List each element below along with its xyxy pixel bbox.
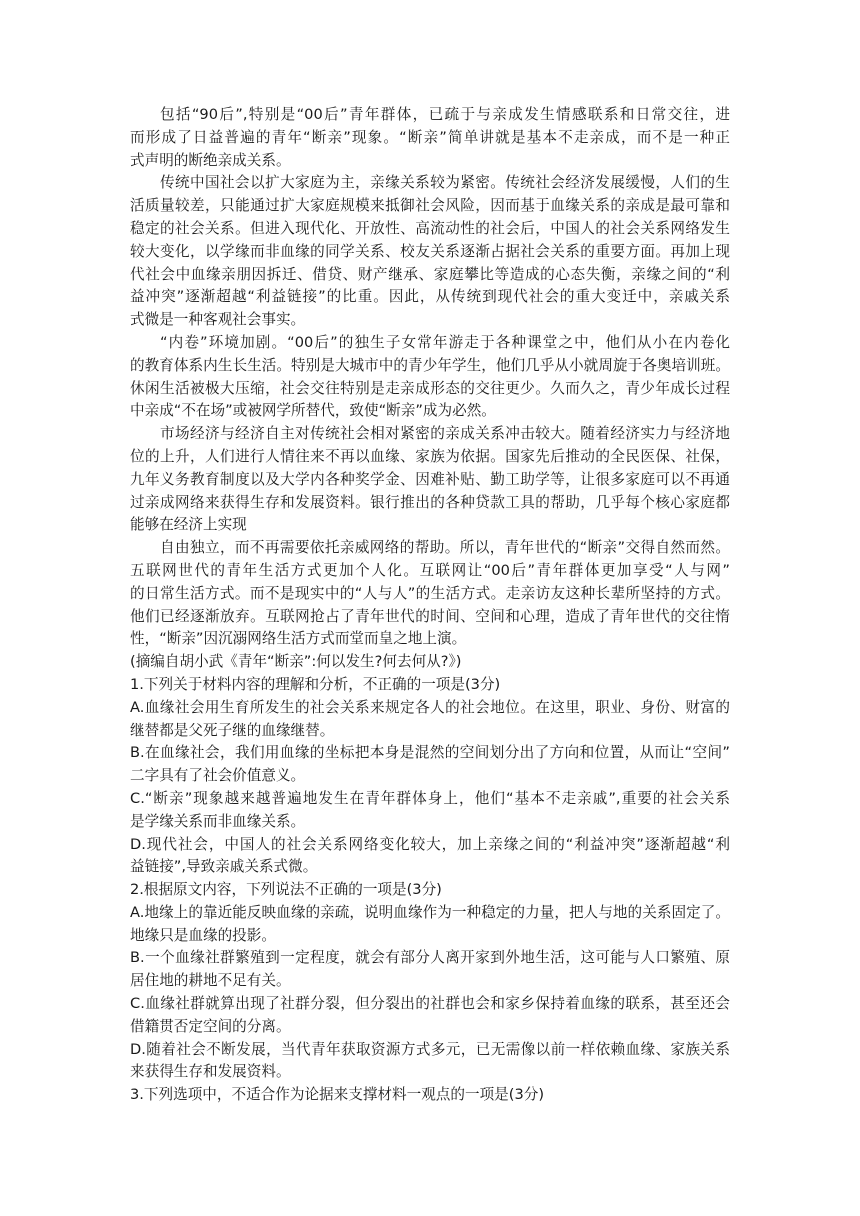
text-line: 代社会中血缘亲朋因拆迁、借贷、财产继承、家庭攀比等造成的心态失衡，亲缘之间的“利 — [130, 265, 730, 283]
text-line: 包括“90后”,特别是“00后”青年群体，已疏于与亲成发生情感联系和日常交往，进 — [160, 106, 730, 123]
text-line: 1.下列关于材料内容的理解和分析，不正确的一项是(3分) — [130, 675, 501, 693]
text-line: D.随着社会不断发展，当代青年获取资源方式多元，已无需像以前一样依赖血缘、家族关系 — [130, 1040, 730, 1058]
text-line: B.在血缘社会，我们用血缘的坐标把本身是混然的空间划分出了方向和位置，从而让“空间” — [130, 744, 730, 762]
text-line: A.地缘上的靠近能反映血缘的亲疏，说明血缘作为一种稳定的力量，把人与地的关系固定了。 — [130, 903, 730, 921]
text-line: 借籍贯否定空间的分离。 — [130, 1017, 291, 1035]
text-line: (摘编自胡小武《青年“断亲”:何以发生?何去何从?》) — [130, 653, 462, 671]
text-line: 而形成了日益普遍的青年“断亲”现象。“断亲”简单讲就是基本不走亲成，而不是一种正 — [130, 128, 730, 146]
text-line: 五联网世代的青年生活方式更加个人化。互联网让“00后”青年群体更加享受“人与网” — [130, 561, 730, 579]
text-line: A.血缘社会用生育所发生的社会关系来规定各人的社会地位。在这里，职业、身份、财富的 — [130, 698, 730, 716]
text-line: C.血缘社群就算出现了社群分裂，但分裂出的社群也会和家乡保持着血缘的联系，甚至还会 — [130, 995, 730, 1013]
text-line: 过亲成网络来获得生存和发展资料。银行推出的各种贷款工具的帮助，几乎每个核心家庭都 — [130, 493, 730, 511]
text-line: 二字具有了社会价值意义。 — [130, 767, 306, 785]
text-line: C.“断亲”现象越来越普遍地发生在青年群体身上，他们“基本不走亲戚”,重要的社会关系 — [130, 789, 730, 807]
text-line: 式微是一种客观社会事实。 — [130, 311, 306, 329]
text-line: 继替都是父死子继的血缘继替。 — [130, 721, 335, 739]
text-line: 是学缘关系而非血缘关系。 — [130, 812, 306, 830]
text-line: 2.根据原文内容，下列说法不正确的一项是(3分) — [130, 881, 442, 899]
text-line: 中亲成“不在场”或被网学所替代，致使“断亲”成为必然。 — [130, 402, 496, 420]
text-line: 式声明的断绝亲成关系。 — [130, 151, 291, 169]
text-line: 居住地的耕地不足有关。 — [130, 972, 291, 990]
text-line: 益冲突”逐渐超越“利益链接”的比重。因此，从传统到现代社会的重大变迁中，亲戚关系 — [130, 288, 730, 306]
text-line: 地缘只是血缘的投影。 — [130, 926, 276, 944]
text-line: B.一个血缘社群繁殖到一定程度，就会有部分人离开家到外地生活，这可能与人口繁殖、原 — [130, 949, 730, 967]
text-line: 较大变化，以学缘而非血缘的同学关系、校友关系逐渐占据社会关系的重要方面。再加上现 — [130, 242, 730, 260]
text-line: 休闲生活被极大压缩，社会交往特别是走亲成形态的交往更少。久而久之，青少年成长过程 — [130, 379, 730, 397]
text-line: 3.下列选项中，不适合作为论据来支撑材料一观点的一项是(3分) — [130, 1086, 545, 1104]
text-line: 的教育体系内生长生活。特别是大城市中的青少年学生，他们几乎从小就周旋于各奥培训班。 — [130, 356, 730, 374]
text-line: 市场经济与经济自主对传统社会相对紧密的亲成关系冲击较大。随着经济实力与经济地 — [160, 425, 730, 443]
text-line: 活质量较差，只能通过扩大家庭规模来抵御社会风险，因而基于血缘关系的亲成是最可靠和 — [130, 197, 730, 215]
text-line: 来获得生存和发展资料。 — [130, 1063, 291, 1081]
text-line: 的日常生活方式。而不是现实中的“人与人”的生活方式。走亲访友这种长辈所坚持的方式。 — [130, 584, 730, 602]
text-line: 自由独立，而不再需要依托亲威网络的帮助。所以，青年世代的“断亲”交得自然而然。 — [160, 539, 730, 557]
text-line: 传统中国社会以扩大家庭为主，亲缘关系较为紧密。传统社会经济发展缓慢，人们的生 — [160, 174, 730, 192]
text-line: D.现代社会，中国人的社会关系网络变化较大，加上亲缘之间的“利益冲突”逐渐超越“利 — [130, 835, 730, 853]
text-line: 他们已经逐渐放弃。互联网抢占了青年世代的时间、空间和心理，造成了青年世代的交往惰 — [130, 607, 730, 625]
text-line: 位的上升，人们进行人情往来不再以血缘、家族为依据。国家先后推动的全民医保、社保， — [130, 447, 730, 465]
text-line: 稳定的社会关系。但进入现代化、开放性、高流动性的社会后，中国人的社会关系网络发生 — [130, 219, 730, 237]
text-line: 性，“断亲”因沉溺网络生活方式而堂而皇之地上演。 — [130, 630, 467, 648]
text-line: 益链接”,导致亲戚关系式微。 — [130, 858, 318, 876]
text-line: “内卷”环境加剧。“00后”的独生子女常年游走于各种课堂之中，他们从小在内卷化 — [160, 333, 730, 351]
text-line: 九年义务教育制度以及大学内各种奖学金、因难补贴、勤工助学等，让很多家庭可以不再通 — [130, 470, 730, 488]
text-line: 能够在经济上实现 — [130, 516, 247, 534]
